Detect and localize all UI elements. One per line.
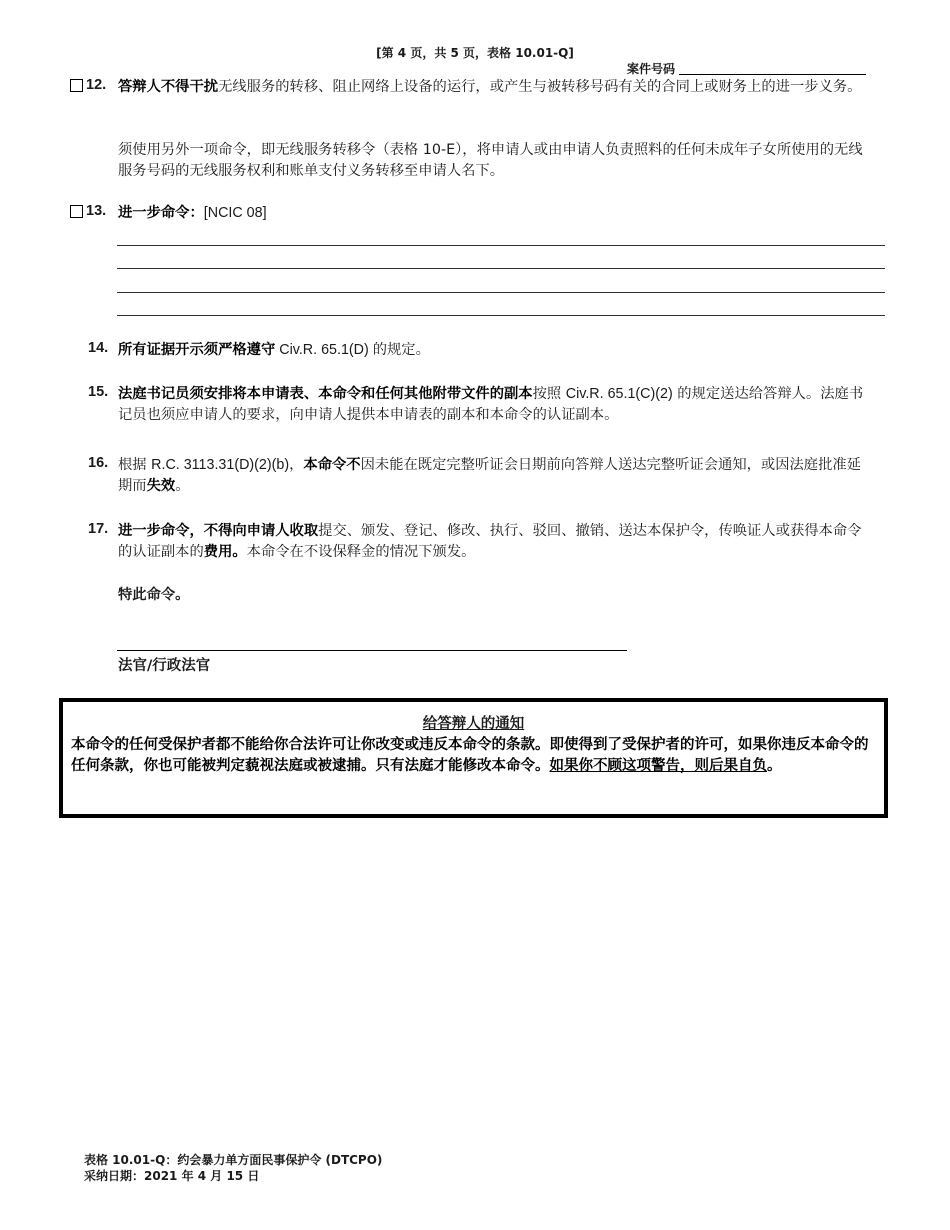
item-12-checkbox[interactable] bbox=[70, 79, 83, 92]
so-ordered: 特此命令。 bbox=[118, 587, 190, 603]
item-13-text: 进一步命令：[NCIC 08] bbox=[118, 205, 267, 221]
signature-line[interactable] bbox=[117, 650, 627, 651]
item-12-number: 12. bbox=[86, 77, 107, 93]
item-17-text: 进一步命令，不得向申请人收取提交、颁发、登记、修改、执行、驳回、撤销、送达本保护令，传唤证人或获得本命令的认证副本的费用。本命令在不设保释金的情况下颁发。 bbox=[118, 523, 862, 560]
item-13-checkbox[interactable] bbox=[70, 205, 83, 218]
item-12-subtext: 须使用另外一项命令，即无线服务转移令（表格 10-E），将申请人或由申请人负责照料的任何未成年子女所使用的无线服务号码的无线服务权利和账单支付义务转移至申请人名下。 bbox=[118, 142, 863, 179]
signature-label: 法官/行政法官 bbox=[118, 658, 211, 674]
further-order-line-3[interactable] bbox=[117, 292, 885, 293]
notice-body: 本命令的任何受保护者都不能给你合法许可让你改变或违反本命令的条款。即使得到了受保护者的许可，如果你违反本命令的任何条款，你也可能被判定藐视法庭或被逮捕。只有法庭才能修改本命令。如果你不顾这项警告，则后果自负。 bbox=[71, 737, 869, 774]
footer-adopted-date: 采纳日期：2021 年 4 月 15 日 bbox=[84, 1168, 260, 1183]
item-15-number: 15. bbox=[88, 384, 109, 400]
notice-box bbox=[59, 698, 888, 818]
further-order-line-4[interactable] bbox=[117, 315, 885, 316]
page-header: [第 4 页，共 5 页，表格 10.01-Q] bbox=[376, 46, 574, 60]
item-16-text: 根据 R.C. 3113.31(D)(2)(b)，本命令不因未能在既定完整听证会日期前向答辩人送达完整听证会通知，或因法庭批准延期而失效。 bbox=[118, 457, 861, 494]
further-order-line-2[interactable] bbox=[117, 268, 885, 269]
notice-title: 给答辩人的通知 bbox=[422, 716, 525, 732]
item-14-text: 所有证据开示须严格遵守 Civ.R. 65.1(D) 的规定。 bbox=[118, 342, 430, 358]
item-17-number: 17. bbox=[88, 521, 109, 537]
footer bbox=[84, 1153, 382, 1184]
item-13-number: 13. bbox=[86, 203, 107, 219]
item-15-text: 法庭书记员须安排将本申请表、本命令和任何其他附带文件的副本按照 Civ.R. 65.1(C)(2) 的规定送达给答辩人。法庭书记员也须应申请人的要求，向申请人提供本申请表的副本和本命令的认证副本。 bbox=[118, 386, 864, 423]
case-number-label: 案件号码 bbox=[627, 62, 676, 76]
item-14-number: 14. bbox=[88, 340, 109, 356]
notice-warning: 如果你不顾这项警告，则后果自负 bbox=[549, 758, 767, 774]
item-12-bold: 答辩人不得干扰 bbox=[118, 79, 219, 95]
item-16-number: 16. bbox=[88, 455, 109, 471]
case-number-field[interactable] bbox=[679, 74, 866, 75]
further-order-line-1[interactable] bbox=[117, 245, 885, 246]
item-12-text: 答辩人不得干扰无线服务的转移、阻止网络上设备的运行，或产生与被转移号码有关的合同上或财务上的进一步义务。 bbox=[118, 79, 862, 95]
footer-form-title: 表格 10.01-Q：约会暴力单方面民事保护令 (DTCPO) bbox=[84, 1153, 383, 1167]
